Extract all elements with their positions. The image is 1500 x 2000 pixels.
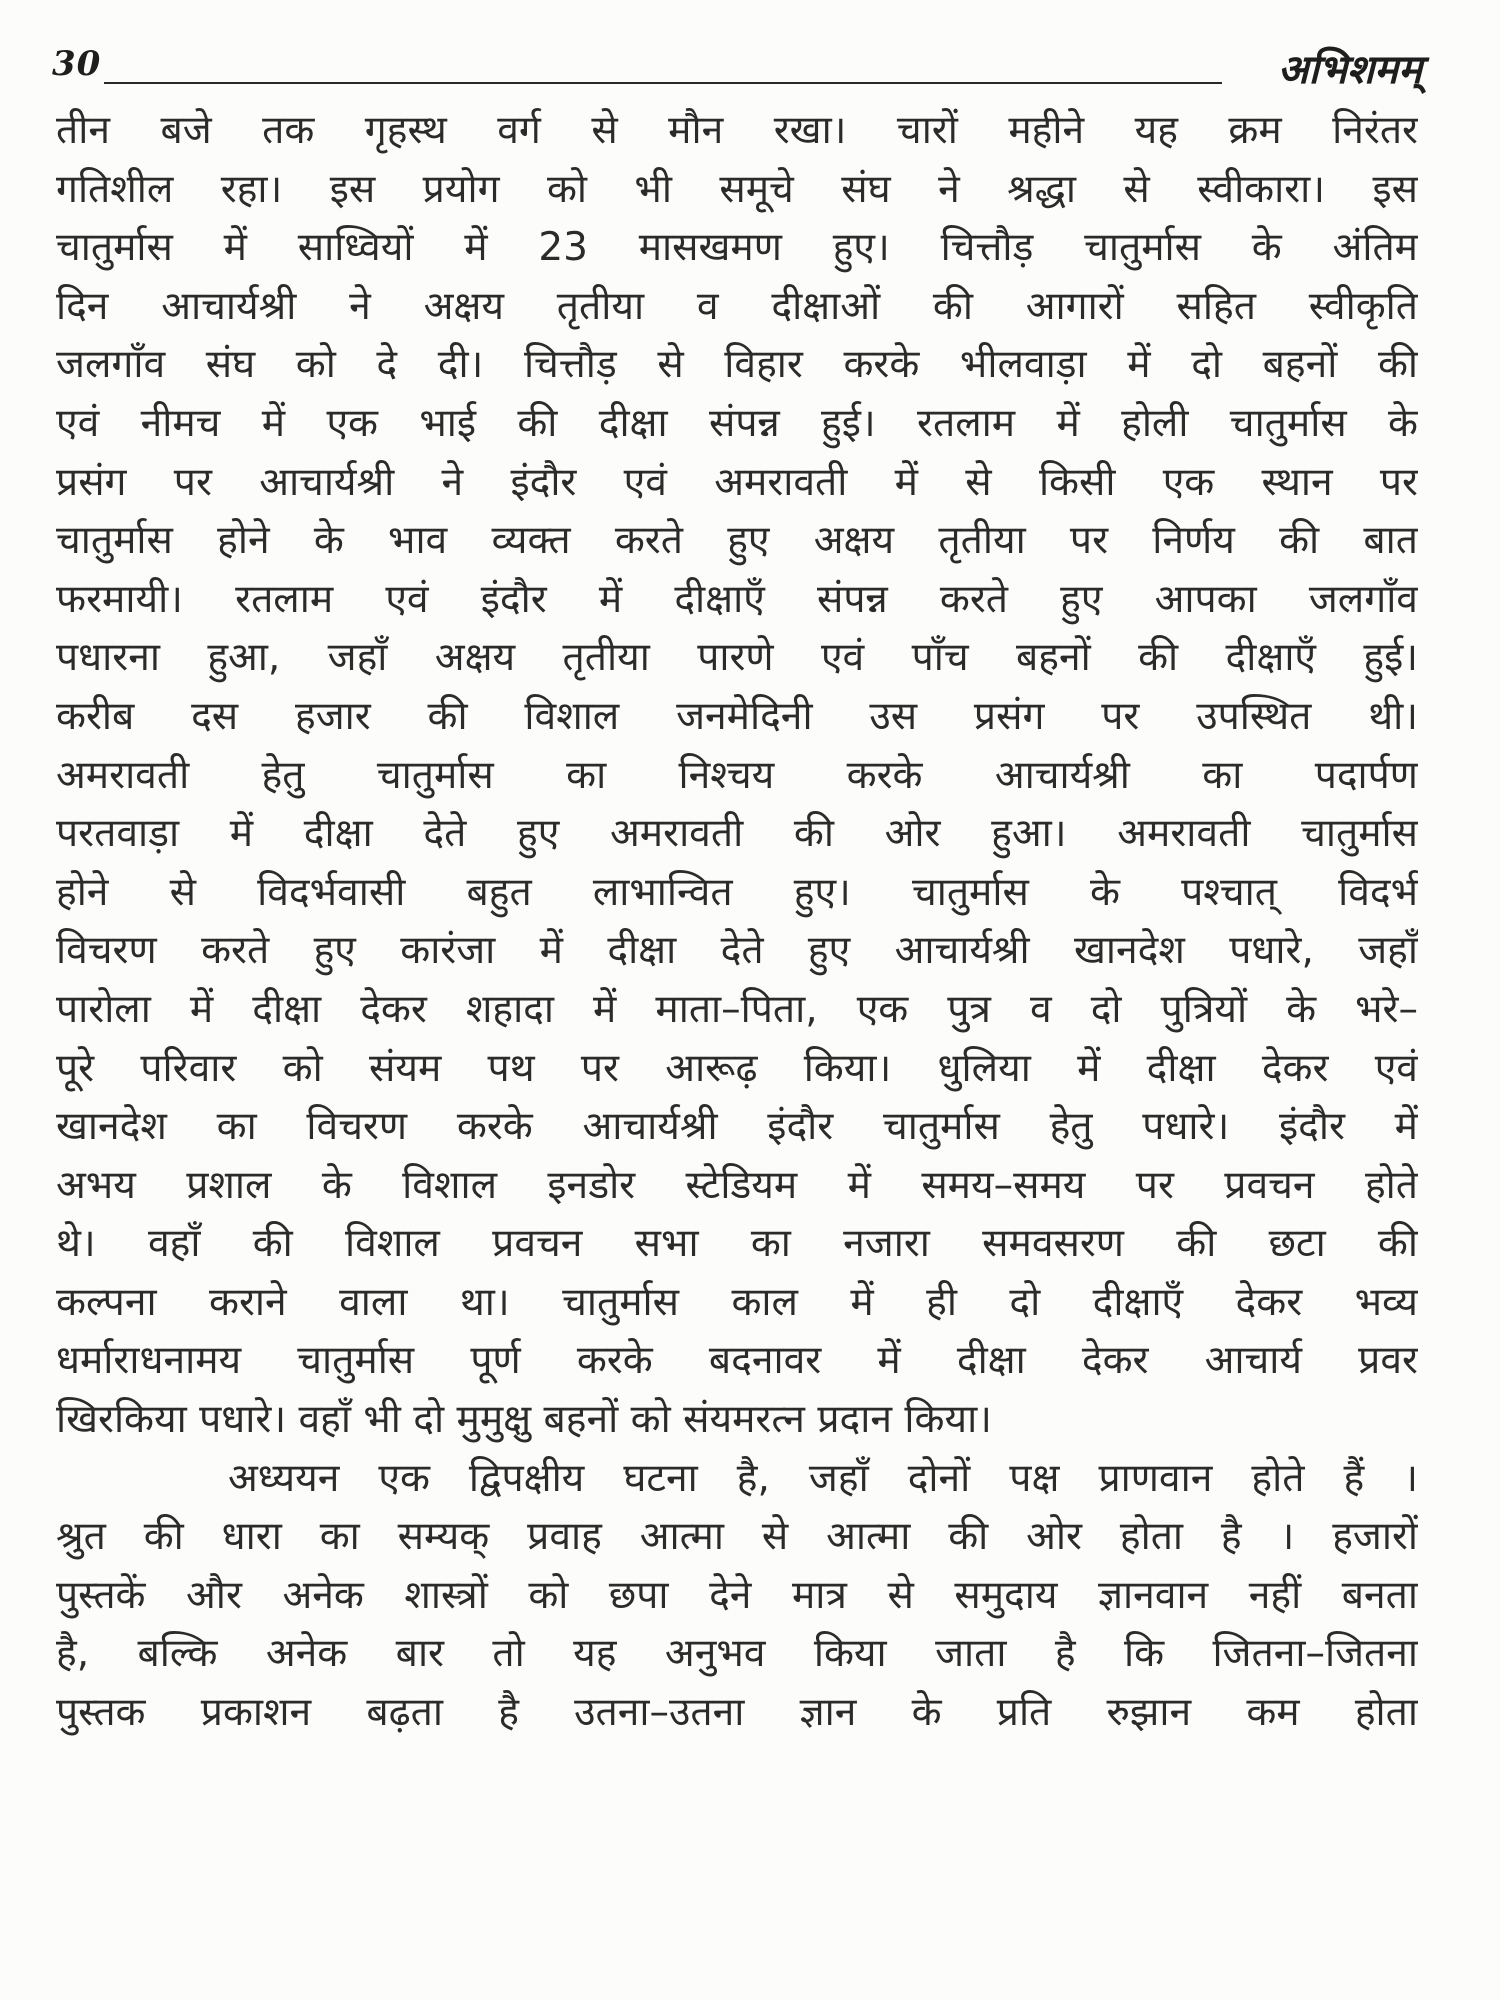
text-line: खिरकिया पधारे। वहाँ भी दो मुमुक्षु बहनों को संयमरत्न प्रदान किया।	[56, 1397, 992, 1443]
paragraph-2	[56, 1450, 1418, 1743]
text-line: श्रुत की धारा का सम्यक् प्रवाह आत्मा से आत्मा की ओर होता है । हजारों	[56, 1514, 1418, 1560]
text-line: है, बल्कि अनेक बार तो यह अनुभव किया जाता है कि जितना–जितना	[56, 1631, 1418, 1677]
running-header	[52, 44, 1422, 94]
text-line: करीब दस हजार की विशाल जनमेदिनी उस प्रसंग पर उपस्थित थी।	[56, 693, 1418, 739]
text-line: धर्माराधनामय चातुर्मास पूर्ण करके बदनावर में दीक्षा देकर आचार्य प्रवर	[56, 1338, 1418, 1384]
book-title: अभिशमम्	[1277, 47, 1422, 93]
text-line: गतिशील रहा। इस प्रयोग को भी समूचे संघ ने श्रद्धा से स्वीकारा। इस	[56, 166, 1418, 212]
header-rule	[104, 82, 1222, 84]
text-line: चातुर्मास होने के भाव व्यक्त करते हुए अक्षय तृतीया पर निर्णय की बात	[56, 518, 1418, 564]
text-line: पुस्तक प्रकाशन बढ़ता है उतना–उतना ज्ञान के प्रति रुझान कम होता	[56, 1690, 1418, 1736]
text-line: एवं नीमच में एक भाई की दीक्षा संपन्न हुई। रतलाम में होली चातुर्मास के	[56, 400, 1418, 446]
text-line: फरमायी। रतलाम एवं इंदौर में दीक्षाएँ संपन्न करते हुए आपका जलगाँव	[56, 576, 1418, 622]
text-line: चातुर्मास में साध्वियों में 23 मासखमण हुए। चित्तौड़ चातुर्मास के अंतिम	[56, 225, 1418, 271]
text-line: पूरे परिवार को संयम पथ पर आरूढ़ किया। धुलिया में दीक्षा देकर एवं	[56, 1045, 1418, 1091]
text-line: कल्पना कराने वाला था। चातुर्मास काल में ही दो दीक्षाएँ देकर भव्य	[56, 1279, 1418, 1325]
text-line: होने से विदर्भवासी बहुत लाभान्वित हुए। चातुर्मास के पश्चात् विदर्भ	[56, 869, 1418, 915]
text-line: अमरावती हेतु चातुर्मास का निश्चय करके आचार्यश्री का पदार्पण	[56, 752, 1418, 798]
text-line: पधारना हुआ, जहाँ अक्षय तृतीया पारणे एवं पाँच बहनों की दीक्षाएँ हुई।	[56, 635, 1418, 681]
text-line: परतवाड़ा में दीक्षा देते हुए अमरावती की ओर हुआ। अमरावती चातुर्मास	[56, 811, 1418, 857]
text-line: तीन बजे तक गृहस्थ वर्ग से मौन रखा। चारों महीने यह क्रम निरंतर	[56, 108, 1418, 153]
text-line: अभय प्रशाल के विशाल इनडोर स्टेडियम में समय–समय पर प्रवचन होते	[56, 1162, 1418, 1208]
text-line: अध्ययन एक द्विपक्षीय घटना है, जहाँ दोनों पक्ष प्राणवान होते हैं ।	[228, 1455, 1418, 1501]
text-line: जलगाँव संघ को दे दी। चित्तौड़ से विहार करके भीलवाड़ा में दो बहनों की	[56, 342, 1418, 388]
text-line: पुस्तकें और अनेक शास्त्रों को छपा देने मात्र से समुदाय ज्ञानवान नहीं बनता	[56, 1572, 1418, 1618]
paragraph-1	[56, 102, 1418, 1450]
text-line: दिन आचार्यश्री ने अक्षय तृतीया व दीक्षाओं की आगारों सहित स्वीकृति	[56, 283, 1418, 329]
text-line: विचरण करते हुए कारंजा में दीक्षा देते हुए आचार्यश्री खानदेश पधारे, जहाँ	[56, 928, 1418, 974]
text-line: खानदेश का विचरण करके आचार्यश्री इंदौर चातुर्मास हेतु पधारे। इंदौर में	[56, 1104, 1418, 1150]
text-line: प्रसंग पर आचार्यश्री ने इंदौर एवं अमरावती में से किसी एक स्थान पर	[56, 459, 1418, 505]
page-number: 30	[52, 44, 102, 84]
text-line: पारोला में दीक्षा देकर शहादा में माता–पिता, एक पुत्र व दो पुत्रियों के भरे–	[56, 986, 1418, 1032]
text-line: थे। वहाँ की विशाल प्रवचन सभा का नजारा समवसरण की छटा की	[56, 1221, 1418, 1267]
body-text	[56, 102, 1418, 1743]
